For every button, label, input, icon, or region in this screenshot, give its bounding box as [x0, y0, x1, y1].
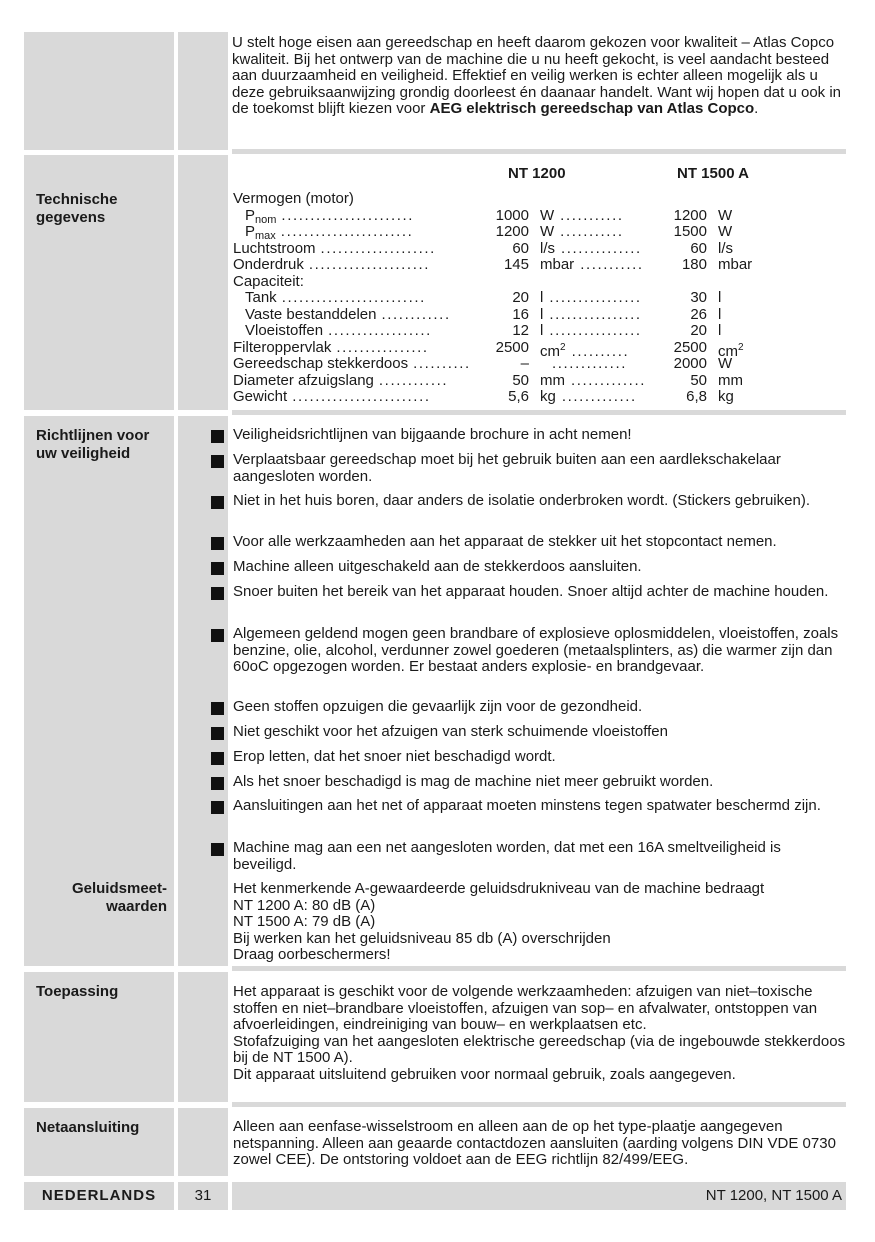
spec-label: Luchtstroom .................... — [233, 239, 436, 257]
tech-label-cell — [24, 155, 174, 410]
bullet-square-icon — [211, 587, 224, 600]
spec-dots: ............. — [552, 355, 627, 372]
footer-model-text: NT 1200, NT 1500 A — [705, 1187, 842, 1204]
bullet-square-icon — [211, 752, 224, 765]
spec-value-nt1500a: 26 — [690, 305, 707, 323]
tech-heading: Technische gegevens — [36, 191, 118, 226]
spec-label: Capaciteit: — [233, 272, 304, 290]
spec-unit-nt1200: mbar ........... — [540, 256, 644, 273]
safety-item: Niet in het huis boren, daar anders de isolatie onderbroken wordt. (Stickers gebruiken). — [233, 492, 810, 509]
spec-value-nt1200: – — [520, 355, 529, 372]
noise-line: Het kenmerkende A-gewaardeerde geluidsdrukniveau van de machine bedraagt — [233, 880, 765, 897]
spec-label: Diameter afzuigslang ............ — [233, 371, 449, 389]
safety-item: Veiligheidsrichtlijnen van bijgaande brochure in acht nemen! — [233, 426, 632, 443]
intro-text: U stelt hoge eisen aan gereedschap en heeft daarom gekozen voor kwaliteit – Atlas Copco kwaliteit. Bij het ontwerp van de machine die u nu heeft gekocht, is veel aandacht besteed aan duurzaamheid en veiligheid. Effektief en veilig werken is echter alleen mogelijk als u deze gebruiksaanwijzing grondig doorleest én daanaar handelt. Want wij hopen dat u ook in de toekomst blijft kiezen voor AEG elektrisch gereedschap van Atlas Copco. — [232, 34, 842, 117]
spec-value-nt1500a: 30 — [690, 289, 707, 306]
bullet-square-icon — [211, 629, 224, 642]
bullet-square-icon — [211, 537, 224, 550]
footer-page-number: 31 — [178, 1182, 228, 1210]
usage-paragraph: Het apparaat is geschikt voor de volgende werkzaamheden: afzuigen van niet–toxische stoffen en niet–brandbare vloeistoffen, afzuigen van sop– en afvalwater, ontstoppen van afvoerleidingen, eindreiniging van bouw– en werkplaatsen etc. — [233, 983, 818, 1033]
spec-unit-nt1500a: W — [718, 223, 733, 240]
spec-unit-nt1500a: $cm^2$ — [718, 341, 744, 360]
spec-value-nt1200: 12 — [512, 322, 529, 339]
intro-bullet-cell — [178, 32, 228, 150]
safety-item: Erop letten, dat het snoer niet beschadigd wordt. — [233, 748, 556, 765]
intro-label-cell — [24, 32, 174, 150]
safety-item: Niet geschikt voor het afzuigen van sterk schuimende vloeistoffen — [233, 723, 668, 740]
mains-bullet-cell — [178, 1108, 228, 1176]
safety-item: Machine mag aan een net aangesloten worden, dat met een 16A smeltveiligheid is beveiligd. — [233, 839, 781, 873]
noise-line: NT 1500 A: 79 dB (A) — [233, 913, 376, 930]
mains-text: Alleen aan eenfase-wisselstroom en alleen aan de op het type-plaatje aangegeven netspanning. Alleen aan geaarde contactdozen aansluiten (aarding volgens DIN VDE 0730 zowel CEE). De ontstoring voldoet aan de EEG richtlijn 82/499/EEG. — [233, 1118, 836, 1168]
separator — [232, 966, 846, 971]
bullet-square-icon — [211, 777, 224, 790]
tech-col1-header: NT 1200 — [508, 165, 566, 182]
safety-item: Verplaatsbaar gereedschap moet bij het gebruik buiten aan een aardlekschakelaar aangesloten worden. — [233, 451, 781, 485]
noise-heading: Geluidsmeet- waarden — [71, 880, 167, 915]
spec-value-nt1200: 60 — [512, 239, 529, 257]
spec-unit-nt1200: kg ............. — [540, 388, 637, 405]
bullet-square-icon — [211, 801, 224, 814]
spec-value-nt1500a: 50 — [690, 371, 707, 389]
spec-value-nt1500a: 180 — [681, 256, 707, 273]
spec-unit-nt1500a: mbar — [718, 256, 753, 273]
safety-item: Voor alle werkzaamheden aan het apparaat de stekker uit het stopcontact nemen. — [233, 533, 777, 550]
spec-value-nt1500a: 1200 — [673, 206, 707, 224]
spec-unit-nt1200: W ........... — [540, 223, 624, 240]
spec-label: Filteroppervlak ................ — [233, 338, 429, 356]
spec-value-nt1200: 1000 — [495, 206, 529, 224]
mains-label-cell — [24, 1108, 174, 1176]
noise-line: Draag oorbeschermers! — [233, 946, 391, 963]
usage-bullet-cell — [178, 972, 228, 1102]
tech-bullet-cell — [178, 155, 228, 410]
intro-brand: AEG elektrisch gereedschap van Atlas Copco — [429, 100, 755, 117]
spec-value-nt1500a: 60 — [690, 239, 707, 257]
separator — [232, 410, 846, 415]
safety-item: Snoer buiten het bereik van het apparaat houden. Snoer altijd achter de machine houden. — [233, 583, 829, 600]
spec-unit-nt1500a: l — [718, 322, 722, 339]
spec-value-nt1500a: 6,8 — [686, 388, 707, 405]
spec-value-nt1200: 145 — [503, 256, 529, 273]
spec-unit-nt1500a: l — [718, 305, 722, 323]
spec-label: Vaste bestanddelen ............ — [245, 305, 451, 323]
bullet-square-icon — [211, 455, 224, 468]
safety-item: Als het snoer beschadigd is mag de machine niet meer gebruikt worden. — [233, 773, 714, 790]
noise-line: Bij werken kan het geluidsniveau 85 db (A) overschrijden — [233, 929, 611, 947]
bullet-square-icon — [211, 562, 224, 575]
spec-label: Gewicht ........................ — [233, 388, 431, 405]
spec-unit-nt1200: $cm^2$ .......... — [540, 341, 630, 360]
bullet-square-icon — [211, 727, 224, 740]
spec-label: $P_{max}$ ....................... — [245, 223, 414, 242]
safety-item: Geen stoffen opzuigen die gevaarlijk zijn voor de gezondheid. — [233, 698, 643, 715]
spec-unit-nt1500a: mm — [718, 371, 743, 389]
usage-paragraph: Stofafzuiging van het aangesloten elektrische gereedschap (via de ingebouwde stekkerdoos bij de NT 1500 A). — [233, 1032, 846, 1066]
usage-paragraph: Dit apparaat uitsluitend gebruiken voor normaal gebruik, zoals aangegeven. — [233, 1065, 736, 1083]
mains-heading: Netaansluiting — [36, 1119, 140, 1136]
spec-unit-nt1500a: l — [718, 289, 722, 306]
usage-heading: Toepassing — [36, 983, 119, 1000]
spec-label: Onderdruk ..................... — [233, 256, 430, 273]
spec-value-nt1500a: 2500 — [673, 338, 707, 356]
spec-unit-nt1200: l ................ — [540, 322, 642, 339]
safety-item: Aansluitingen aan het net of apparaat moeten minstens tegen spatwater beschermd zijn. — [233, 797, 821, 814]
spec-value-nt1500a: 2000 — [673, 355, 707, 372]
usage-label-cell — [24, 972, 174, 1102]
spec-value-nt1200: 2500 — [495, 338, 529, 356]
bullet-square-icon — [211, 430, 224, 443]
footer-model — [232, 1182, 846, 1210]
spec-unit-nt1500a: W — [718, 206, 733, 224]
spec-unit-nt1500a: l/s — [718, 239, 733, 257]
spec-value-nt1500a: 1500 — [673, 223, 707, 240]
spec-value-nt1500a: 20 — [690, 322, 707, 339]
spec-unit-nt1200: mm ............. — [540, 371, 646, 389]
safety-label-cell — [24, 416, 174, 966]
spec-value-nt1200: 5,6 — [508, 388, 529, 405]
spec-label: Tank ......................... — [245, 289, 426, 306]
spec-unit-nt1200: l/s .............. — [540, 239, 642, 257]
intro-section — [24, 32, 846, 150]
spec-label: Vloeistoffen .................. — [245, 322, 432, 339]
footer-language: NEDERLANDS — [24, 1182, 174, 1210]
spec-label: $P_{nom}$ ....................... — [245, 206, 415, 226]
spec-value-nt1200: 50 — [512, 371, 529, 389]
tech-col2-header: NT 1500 A — [677, 165, 749, 182]
spec-unit-nt1200: l ................ — [540, 289, 642, 306]
spec-value-nt1200: 1200 — [495, 223, 529, 240]
bullet-square-icon — [211, 702, 224, 715]
noise-text — [233, 881, 846, 964]
spec-unit-nt1500a: W — [718, 355, 733, 372]
usage-text — [233, 984, 846, 1083]
spec-unit-nt1200: W ........... — [540, 206, 624, 224]
bullet-square-icon — [211, 496, 224, 509]
spec-unit-nt1500a: kg — [718, 388, 734, 405]
safety-item: Algemeen geldend mogen geen brandbare of explosieve oplosmiddelen, vloeistoffen, zoals benzine, olie, alcohol, verdunner zowel goederen (metaalsplinters, as) die warmer zijn dan 60oC opgezogen worden. Er bestaat anders explosie- en brandgevaar. — [233, 625, 839, 675]
spec-label: Gereedschap stekkerdoos .......... — [233, 355, 471, 372]
noise-line: NT 1200 A: 80 dB (A) — [233, 896, 376, 914]
spec-value-nt1200: 20 — [512, 289, 529, 306]
spec-unit-nt1200: l ................ — [540, 305, 642, 323]
safety-item: Machine alleen uitgeschakeld aan de stekkerdoos aansluiten. — [233, 558, 642, 575]
separator — [232, 149, 846, 154]
spec-value-nt1200: 16 — [512, 305, 529, 323]
bullet-square-icon — [211, 843, 224, 856]
separator — [232, 1102, 846, 1107]
safety-heading: Richtlijnen voor uw veiligheid — [36, 427, 150, 462]
spec-label: Vermogen (motor) — [233, 190, 354, 207]
